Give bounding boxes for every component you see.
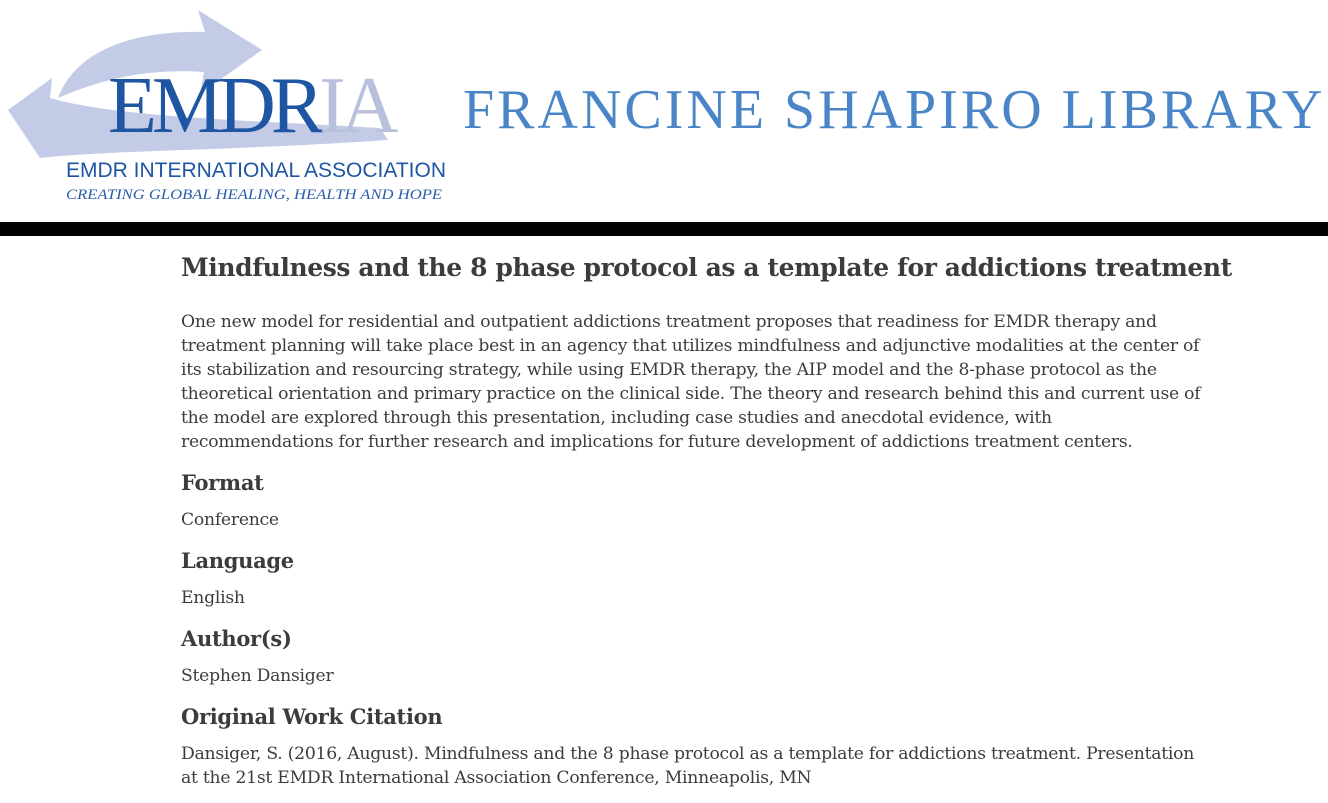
- logo-wordmark: [108, 62, 399, 150]
- citation-heading: Original Work Citation: [181, 704, 443, 729]
- emdria-logo-graphic: [0, 0, 460, 215]
- logo-association-name: EMDR INTERNATIONAL ASSOCIATION: [66, 159, 446, 182]
- library-title: FRANCINE SHAPIRO LIBRARY: [463, 79, 1326, 141]
- logo-wordmark-ia: IA: [319, 62, 394, 150]
- format-heading: Format: [181, 470, 264, 495]
- language-value: English: [181, 588, 245, 608]
- citation-value: Dansiger, S. (2016, August). Mindfulness and the 8 phase protocol as a template for addictions treatment. Presentation at the 21st EMDR International Association Conference, Minneapolis, MN: [181, 744, 1195, 788]
- record-title: Mindfulness and the 8 phase protocol as a template for addictions treatment: [181, 253, 1232, 282]
- logo-tagline: CREATING GLOBAL HEALING, HEALTH AND HOPE: [66, 187, 442, 203]
- authors-value: Stephen Dansiger: [181, 666, 334, 686]
- language-heading: Language: [181, 548, 294, 573]
- logo-wordmark-emdr: EMDR: [108, 62, 320, 150]
- site-header: [0, 0, 1328, 222]
- record-abstract: One new model for residential and outpatient addictions treatment proposes that readiness for EMDR therapy and treatment planning will take place best in an agency that utilizes mindfulness and adjunctive modalities at the center of its stabilization and resourcing strategy, while using EMDR therapy, the AIP model and the 8-phase protocol as the theoretical orientation and primary practice on the clinical side. The theory and research behind this and current use of the model are explored through this presentation, including case studies and anecdotal evidence, with recommendations for further research and implications for future development of addictions treatment centers.: [181, 312, 1201, 452]
- authors-heading: Author(s): [181, 626, 292, 651]
- record-content: [181, 250, 1232, 790]
- header-divider: [0, 222, 1328, 236]
- format-value: Conference: [181, 510, 279, 530]
- emdria-logo[interactable]: [0, 0, 460, 215]
